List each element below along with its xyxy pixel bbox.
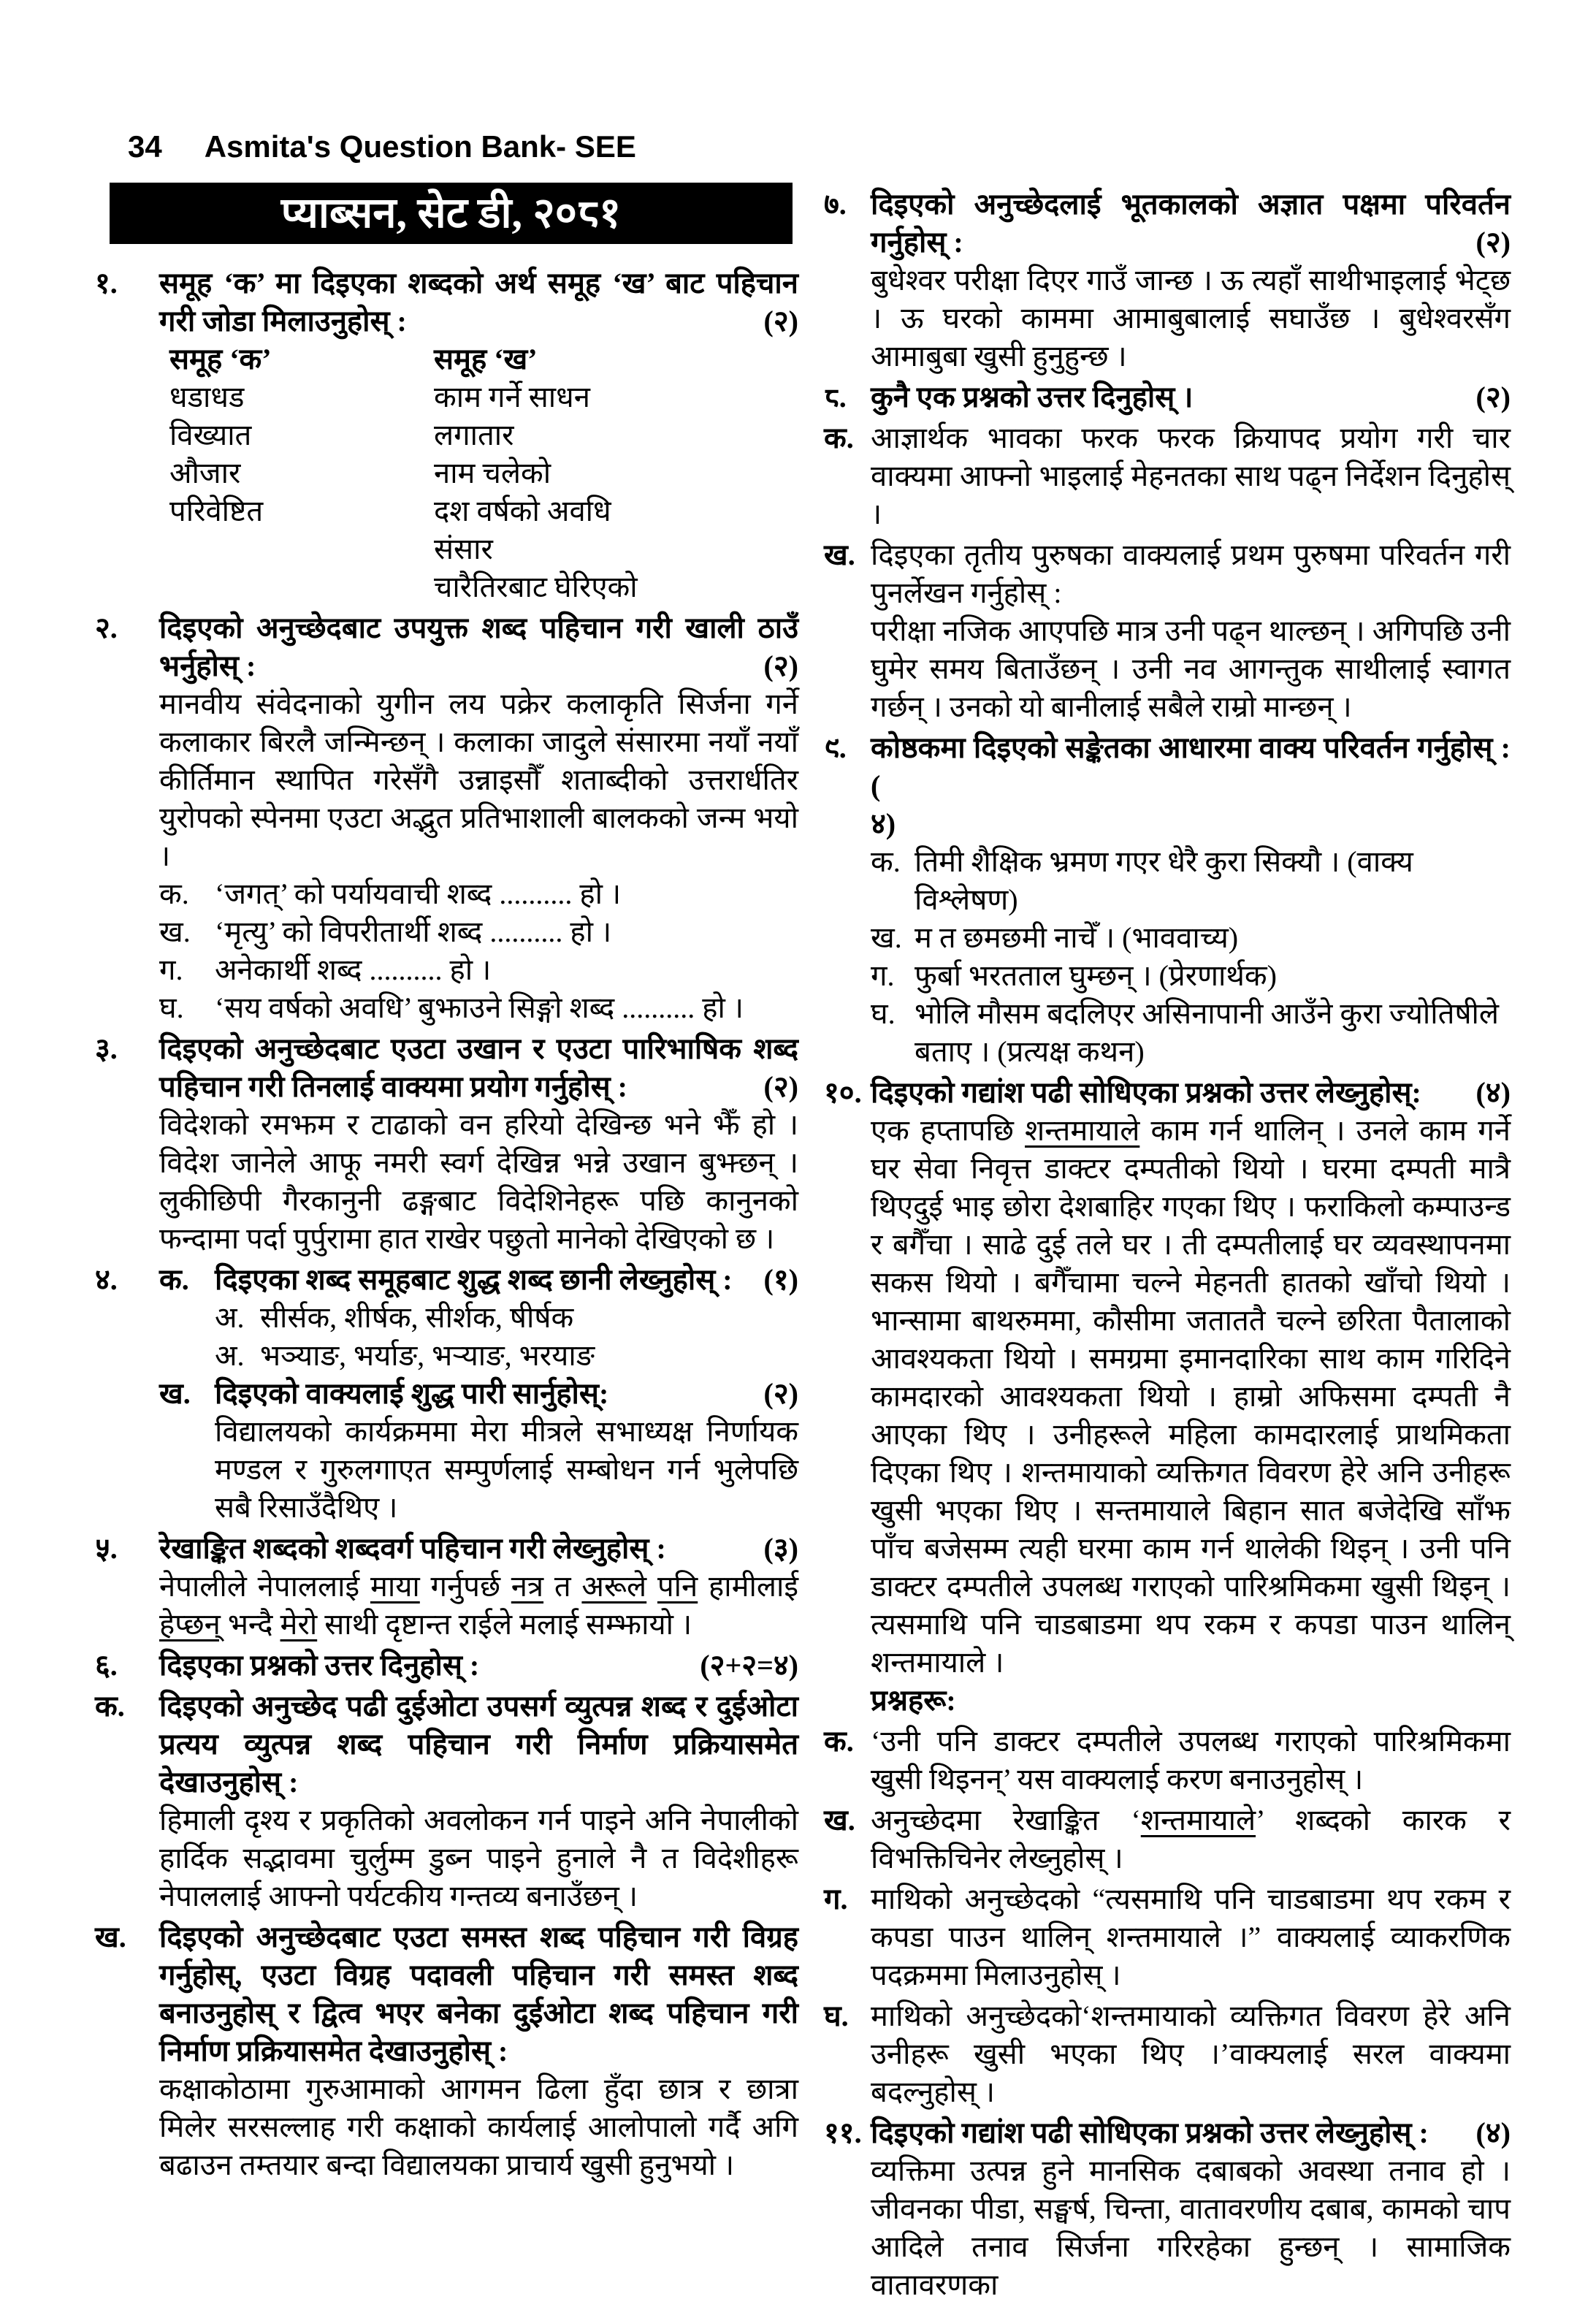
question-2-title-text: दिइएको अनुच्छेदबाट उपयुक्त शब्द पहिचान गरी खाली ठाउँ भर्नुहोस् : (159, 611, 798, 682)
question-10-item-ga (824, 1880, 1511, 1994)
question-3-title (159, 1030, 798, 1106)
q9-item-kha-label: ख. (871, 921, 902, 954)
sub-kha-passage: विद्यालयको कार्यक्रममा मेरा मीत्रले सभाध्यक्ष निर्णायक मण्डल र गुरुलगाएत सम्पुर्णलाई सम्बोधन गर्न भुलेपछि सबै रिसाउँदैथिए । (215, 1415, 798, 1524)
q9-item-ka-text: तिमी शैक्षिक भ्रमण गएर धेरै कुरा सिक्यौ । (वाक्य विश्लेषण) (915, 845, 1413, 916)
question-9 (824, 729, 1511, 1071)
right-column (824, 186, 1511, 2307)
question-3-title-text: दिइएको अनुच्छेदबाट एउटा उखान र एउटा पारिभाषिक शब्द पहिचान गरी तिनलाई वाक्यमा प्रयोग गर्नुहोस् : (159, 1032, 798, 1103)
question-4 (95, 1261, 798, 1527)
question-10-marks: (४) (1475, 1076, 1511, 1109)
question-2-passage: मानवीय संवेदनाको युगीन लय पक्रेर कलाकृति सिर्जना गर्ने कलाकार बिरलै जन्मिन्छन् । कलाका जादुले संसारमा नयाँ नयाँ कीर्तिमान स्थापित गरेसँगै उन्नाइसौँ शताब्दीको उत्तरार्धतिर युरोपको स्पेनमा एउटा अद्भुत प्रतिभाशाली बालकको जन्म भयो । (159, 687, 798, 872)
q9-item-gha-label: घ. (871, 997, 896, 1030)
question-10-item-ka (824, 1723, 1511, 1799)
question-10-item-kha (824, 1801, 1511, 1877)
match-a-item: औजार (169, 457, 241, 489)
question-4-body (159, 1261, 798, 1527)
sub-ka-label: क. (159, 1263, 189, 1296)
sub-ka-marks: (१) (763, 1263, 798, 1296)
sub-ka-title (215, 1261, 798, 1299)
q6-sub-ka-body (159, 1688, 798, 1915)
question-7-body (871, 186, 1511, 375)
q10-item-ka-label: क. (824, 1725, 854, 1758)
question-8-sub-ka (824, 419, 1511, 533)
question-6-marks: (२+२=४) (700, 1649, 798, 1682)
question-9-item-ka (871, 843, 1511, 919)
option-1-text: सीर्सक, शीर्षक, सीर्शक, षीर्षक (260, 1301, 574, 1334)
question-5-number: ५. (95, 1532, 118, 1565)
question-6-title (159, 1647, 798, 1685)
q6-sub-kha-passage: कक्षाकोठामा गुरुआमाको आगमन ढिला हुँदा छात्र र छात्रा मिलेर सरसल्लाह गरी कक्षाको कार्यलाई आलोपालो गर्दै अगि बढाउन तम्तयार बन्दा विद्यालयका प्राचार्य खुसी हुनुभयो । (159, 2073, 798, 2181)
question-8-title-text: कुनै एक प्रश्नको उत्तर दिनुहोस् । (871, 381, 1194, 413)
book-title: Asmita's Question Bank- SEE (204, 129, 636, 164)
q8-sub-ka-text: आज्ञार्थक भावका फरक फरक क्रियापद प्रयोग गरी चार वाक्यमा आफ्नो भाइलाई मेहनतका साथ पढ्न निर्देशन दिनुहोस् । (871, 422, 1511, 530)
q9-item-gha-text: भोलि मौसम बदलिएर असिनापानी आउँने कुरा ज्योतिषीले बताए । (प्रत्यक्ष कथन) (915, 997, 1500, 1068)
question-5-body (159, 1530, 798, 1644)
question-3-body (159, 1030, 798, 1258)
q9-item-ga-label: ग. (871, 959, 895, 992)
page-header (128, 128, 636, 166)
question-11 (824, 2114, 1511, 2304)
question-5-title-text: रेखाङ्कित शब्दको शब्दवर्ग पहिचान गरी लेख्नुहोस् : (159, 1532, 666, 1565)
question-10-title (871, 1074, 1511, 1112)
question-2-title (159, 609, 798, 685)
question-1-body (159, 264, 798, 606)
option-2-text: भञ्याङ, भर्याङ, भऱ्याङ, भरयाङ (260, 1339, 595, 1372)
question-6 (95, 1647, 798, 1685)
question-8-body (871, 378, 1511, 416)
question-6-sub-ka (95, 1688, 798, 1915)
question-11-body (871, 2114, 1511, 2304)
q6-sub-kha-body (159, 1918, 798, 2184)
question-11-title-text: दिइएको गद्यांश पढी सोधिएका प्रश्नको उत्तर लेख्नुहोस् : (871, 2116, 1429, 2149)
question-9-body (871, 729, 1511, 1071)
question-7-title-text: दिइएको अनुच्छेदलाई भूतकालको अज्ञात पक्षमा परिवर्तन गर्नुहोस् : (871, 188, 1511, 259)
question-4-sub-kha (159, 1375, 798, 1527)
left-column (95, 264, 798, 2187)
question-1-title-text: समूह ‘क’ मा दिइएका शब्दको अर्थ समूह ‘ख’ बाट पहिचान गरी जोडा मिलाउनुहोस् : (159, 267, 798, 338)
q10-item-kha-label: ख. (824, 1804, 855, 1837)
q9-item-ga-text: फुर्बा भरतताल घुम्छन् । (प्रेरणार्थक) (915, 959, 1277, 992)
match-column-a-header: समूह ‘क’ (169, 343, 272, 375)
question-4-sub-ka (159, 1261, 798, 1375)
question-2-item-ga (159, 951, 798, 989)
question-8-sub-kha (824, 536, 1511, 726)
question-2-item-ka (159, 875, 798, 913)
q8-sub-ka-label: क. (824, 422, 854, 454)
question-1-title (159, 264, 798, 340)
item-ga-label: ग. (159, 953, 183, 986)
sub-kha-label: ख. (159, 1377, 191, 1410)
sub-kha-title (215, 1375, 798, 1413)
question-8 (824, 378, 1511, 416)
question-1 (95, 264, 798, 606)
question-2-item-gha (159, 989, 798, 1027)
question-10-passage: एक हप्तापछि शन्तमायाले काम गर्न थालिन् । उनले काम गर्ने घर सेवा निवृत्त डाक्टर दम्पतीको थियो । घरमा दम्पती मात्रै थिएदुई भाइ छोरा देशबाहिर गएका थिए । फराकिलो कम्पाउन्ड र बगैँचा । साढे दुई तले घर । ती दम्पतीलाई घर व्यवस्थापनमा सकस थियो । बगैँचामा चल्ने मेहनती हातको खाँचो थियो । भान्सामा बाथरुममा, कौसीमा जताततै चल्ने छरिता पैतालाको आवश्यकता थियो । समग्रमा इमानदारिका साथ काम गरिदिने कामदारको आवश्यकता थियो । हाम्रो अफिसमा दम्पती नै आएका थिए । उनीहरूले महिला कामदारलाई प्राथमिकता दिएका थिए । शन्तमायाको व्यक्तिगत विवरण हेरे अनि उनीहरू खुसी भएका थिए । सन्तमायाले बिहान सात बजेदेखि साँझ पाँच बजेसम्म त्यही घरमा काम गर्न थालेकी थिइन् । उनी पनि डाक्टर दम्पतीले उपलब्ध गराएको पारिश्रमिकमा खुसी थिइन् । त्यसमाथि पनि चाडबाडमा थप रकम र कपडा पाउन थालिन् शन्तमायाले । (871, 1114, 1511, 1679)
question-2-number: २. (95, 611, 118, 644)
question-10-item-gha (824, 1997, 1511, 2111)
sub-kha-title-text: दिइएको वाक्यलाई शुद्ध पारी सार्नुहोस्: (215, 1377, 609, 1410)
match-column-b (434, 340, 798, 606)
match-a-item: धडाधड (169, 381, 245, 413)
question-9-title: कोष्ठकमा दिइएको सङ्केतका आधारमा वाक्य परिवर्तन गर्नुहोस् :( (871, 731, 1511, 802)
match-b-item: लगातार (434, 419, 514, 451)
item-kha-label: ख. (159, 915, 191, 948)
set-title-banner (110, 183, 793, 244)
match-column-a (159, 340, 434, 530)
sub-ka-body (215, 1261, 798, 1375)
q10-item-gha-label: घ. (824, 1999, 849, 2032)
question-10-number: १०. (824, 1076, 862, 1109)
match-a-item: परिवेष्टित (169, 495, 264, 527)
question-6-body (159, 1647, 798, 1685)
question-3-number: ३. (95, 1032, 118, 1065)
question-10-title-text: दिइएको गद्यांश पढी सोधिएका प्रश्नको उत्तर लेख्नुहोस्: (871, 1076, 1421, 1109)
question-8-title (871, 378, 1511, 416)
question-2-marks: (२) (763, 649, 798, 682)
question-9-item-ga (871, 957, 1511, 995)
option-row-1 (215, 1299, 798, 1337)
question-2-item-kha (159, 913, 798, 951)
match-column-b-header: समूह ‘ख’ (434, 343, 538, 375)
question-5-title (159, 1530, 798, 1568)
question-2-body (159, 609, 798, 1027)
item-ka-label: क. (159, 877, 189, 910)
question-7 (824, 186, 1511, 375)
match-b-item: नाम चलेको (434, 457, 551, 489)
q10-item-ka-text: ‘उनी पनि डाक्टर दम्पतीले उपलब्ध गराएको पारिश्रमिकमा खुसी थिइनन्’ यस वाक्यलाई करण बनाउनुहोस् । (871, 1725, 1511, 1796)
match-a-item: विख्यात (169, 419, 252, 451)
q10-item-ga-text: माथिको अनुच्छेदको “त्यसमाथि पनि चाडबाडमा थप रकम र कपडा पाउन थालिन् शन्तमायाले ।” वाक्यलाई व्याकरणिक पदक्रममा मिलाउनुहोस् । (871, 1883, 1511, 1991)
q9-item-ka-label: क. (871, 845, 901, 878)
q6-sub-kha-label: ख. (95, 1921, 126, 1953)
question-9-item-gha (871, 995, 1511, 1071)
question-11-marks: (४) (1475, 2116, 1511, 2149)
item-ga-text: अनेकार्थी शब्द .......... हो । (215, 953, 492, 986)
q8-sub-kha-label: ख. (824, 538, 855, 571)
item-gha-label: घ. (159, 991, 184, 1024)
match-b-item: चारैतिरबाट घेरिएको (434, 571, 638, 603)
question-11-passage: व्यक्तिमा उत्पन्न हुने मानसिक दबाबको अवस्था तनाव हो । जीवनका पीडा, सङ्घर्ष, चिन्ता, वातावरणीय दबाब, कामको चाप आदिले तनाव सिर्जना गरिरहेका हुन्छन् । सामाजिक वातावरणका (871, 2154, 1511, 2301)
question-7-marks: (२) (1475, 226, 1511, 259)
option-1-label: अ. (215, 1301, 245, 1334)
match-b-item: दश वर्षको अवधि (434, 495, 611, 527)
q10-item-kha-text: अनुच्छेदमा रेखाङ्कित ‘शन्तमायाले’ शब्दको कारक र विभक्तिचिनेर लेख्नुहोस् । (871, 1804, 1511, 1875)
question-3-passage: विदेशको रमझम र टाढाको वन हरियो देखिन्छ भने झैँ हो । विदेश जानेले आफू नमरी स्वर्ग देखिन्न भन्ने उखान बुझ्छन् । लुकीछिपी गैरकानुनी ढङ्गबाट विदेशिनेहरू पछि कानुनको फन्दामा पर्दा पुर्पुरामा हात राखेर पछुतो मानेको देखिएको छ । (159, 1108, 798, 1255)
question-8-marks: (२) (1475, 381, 1511, 413)
q9-item-kha-text: म त छमछमी नाचेँ । (भाववाच्य) (915, 921, 1239, 954)
question-3-marks: (२) (763, 1070, 798, 1103)
question-3 (95, 1030, 798, 1258)
matching-table (159, 340, 798, 606)
question-5-marks: (३) (763, 1532, 798, 1565)
question-9-marks: ४) (871, 807, 896, 840)
question-6-title-text: दिइएका प्रश्नको उत्तर दिनुहोस् : (159, 1649, 480, 1682)
q10-item-ga-label: ग. (824, 1883, 848, 1915)
q10-item-gha-text: माथिको अनुच्छेदको‘शन्तमायाको व्यक्तिगत विवरण हेरे अनि उनीहरू खुसी भएका थिए ।’वाक्यलाई सरल वाक्यमा बदल्नुहोस् । (871, 1999, 1511, 2108)
match-b-item: संसार (434, 533, 493, 565)
question-11-number: ११. (824, 2116, 862, 2149)
sub-kha-marks: (२) (763, 1377, 798, 1410)
q6-sub-ka-label: क. (95, 1690, 125, 1723)
question-10 (824, 1074, 1511, 1720)
questions-label: प्रश्नहरू: (871, 1684, 956, 1717)
sub-kha-body (215, 1375, 798, 1527)
option-row-2 (215, 1337, 798, 1375)
question-5-passage: नेपालीले नेपाललाई माया गर्नुपर्छ नत्र त अरूले पनि हामीलाई हेप्छन् भन्दै मेरो साथी दृष्टान्त राईले मलाई सम्झायो । (159, 1570, 798, 1641)
question-6-number: ६. (95, 1649, 118, 1682)
question-11-title (871, 2114, 1511, 2152)
question-1-marks: (२) (763, 305, 798, 338)
question-8-number: ८. (824, 381, 847, 413)
set-title: प्याब्सन, सेट डी, २०८१ (280, 189, 622, 237)
question-6-sub-kha (95, 1918, 798, 2184)
q8-sub-kha-passage: परीक्षा नजिक आएपछि मात्र उनी पढ्न थाल्छन् । अगिपछि उनी घुमेर समय बिताउँछन् । उनी नव आगन्तुक साथीलाई स्वागत गर्छन् । उनको यो बानीलाई सबैले राम्रो मान्छन् । (871, 614, 1511, 723)
sub-ka-title-text: दिइएका शब्द समूहबाट शुद्ध शब्द छानी लेख्नुहोस् : (215, 1263, 733, 1296)
question-2 (95, 609, 798, 1027)
question-7-passage: बुधेश्वर परीक्षा दिएर गाउँ जान्छ । ऊ त्यहाँ साथीभाइलाई भेट्छ । ऊ घरको काममा आमाबुबालाई सघाउँछ । बुधेश्वरसँग आमाबुबा खुसी हुनुहुन्छ । (871, 264, 1511, 373)
question-5 (95, 1530, 798, 1644)
question-9-item-kha (871, 919, 1511, 957)
match-b-item: काम गर्ने साधन (434, 381, 590, 413)
question-4-number: ४. (95, 1263, 118, 1296)
item-ka-text: ‘जगत्’ को पर्यायवाची शब्द .......... हो । (215, 877, 622, 910)
q8-sub-kha-title: दिइएका तृतीय पुरुषका वाक्यलाई प्रथम पुरुषमा परिवर्तन गरी पुनर्लेखन गर्नुहोस् : (871, 538, 1511, 609)
item-kha-text: ‘मृत्यु’ को विपरीतार्थी शब्द .......... हो । (215, 915, 612, 948)
q6-sub-ka-passage: हिमाली दृश्य र प्रकृतिको अवलोकन गर्न पाइने अनि नेपालीको हार्दिक सद्भावमा चुर्लुम्म डुब्न पाइने हुनाले नै त विदेशीहरू नेपाललाई आफ्नो पर्यटकीय गन्तव्य बनाउँछन् । (159, 1804, 798, 1913)
q8-sub-kha-body (871, 536, 1511, 726)
question-7-title (871, 186, 1511, 262)
question-9-number: ९. (824, 731, 847, 764)
item-gha-text: ‘सय वर्षको अवधि’ बुझाउने सिङ्गो शब्द .......... हो । (215, 991, 744, 1024)
question-10-body (871, 1074, 1511, 1720)
q6-sub-kha-title: दिइएको अनुच्छेदबाट एउटा समस्त शब्द पहिचान गरी विग्रह गर्नुहोस्, एउटा विग्रह पदावली पहिचान गरी समस्त शब्द बनाउनुहोस् र द्वित्व भएर बनेका दुईओटा शब्द पहिचान गरी निर्माण प्रक्रियासमेत देखाउनुहोस् : (159, 1921, 798, 2067)
option-2-label: अ. (215, 1339, 245, 1372)
question-1-number: १. (95, 267, 118, 300)
q6-sub-ka-title: दिइएको अनुच्छेद पढी दुईओटा उपसर्ग व्युत्पन्न शब्द र दुईओटा प्रत्यय व्युत्पन्न शब्द पहिचान गरी निर्माण प्रक्रियासमेत देखाउनुहोस् : (159, 1690, 798, 1799)
question-7-number: ७. (824, 188, 847, 221)
page-number: 34 (128, 129, 162, 164)
